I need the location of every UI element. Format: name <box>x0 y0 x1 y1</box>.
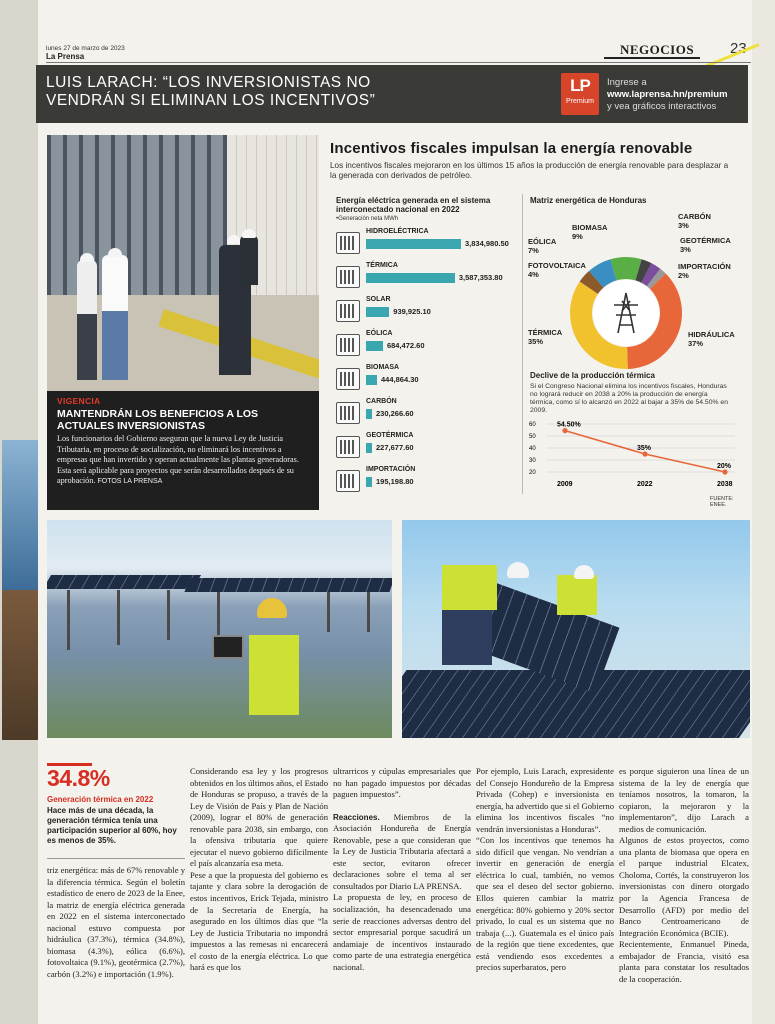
import-icon <box>336 470 360 492</box>
slice-name: TÉRMICA <box>528 328 563 337</box>
bar-row <box>336 296 536 326</box>
icon-glyph <box>340 236 356 250</box>
paragraph <box>333 812 471 893</box>
array-pole <box>367 592 370 632</box>
data-point <box>722 469 727 474</box>
data-label: 54.50% <box>557 421 581 429</box>
paragraph: Algunos de estos proyectos, como una planta de biomasa que opera en el parque industrial Elcatex, Choloma, Cortés, la construyeron los inversionistas con dinero otorgado por la Agencia Francesa de Desarrollo (AFD) por medio del Banco Centroamericano de Integración Económica (BCIE). <box>619 835 749 938</box>
subhead: Reacciones. <box>333 812 380 822</box>
premium-promo <box>607 77 728 113</box>
promo-line-1: Ingrese a <box>607 77 647 88</box>
person-figure <box>102 255 128 380</box>
line-chart-description: Si el Congreso Nacional elimina los incentivos fiscales, Honduras no logrará reducir en 2038 a 20% la producción de energía térmica, como sí lo alcanzó en 2022 al bajar a 35% de 54.50% en 2009. <box>530 383 728 414</box>
bar-row <box>336 364 536 394</box>
infographic-divider <box>522 194 523 494</box>
y-tick-label: 60 <box>529 422 536 428</box>
slice-percent: 4% <box>528 270 539 279</box>
stat-divider <box>47 858 185 859</box>
left-edge-photo <box>2 440 38 590</box>
dam-icon <box>336 232 360 254</box>
paragraph: “Con los incentivos que tenemos ha sido difícil que vengan. No vendrían a invertir en generación de energía eléctrica lo cual, también, no vemos que sea el deseo del sector gobierno. Ellos quieren cambiar la matriz energética: 80% gobierno y 20% sector privado, lo cual es un sistema que no trabaja (...). Guatemala es el único país de la región que tiene excedentes, que está vendiendo esos excedentes a precios superbaratos, pero <box>476 835 614 973</box>
hard-hat <box>507 562 529 578</box>
promo-line-3: y vea gráficos interactivos <box>607 101 717 112</box>
paragraph: Pese a que la propuesta del gobierno es tajante y clara sobre la derogación de estos incentivos, Erick Tejada, ministro de la Secretaría de Energía, ha asegurado en los últimos días que “la Ley de Justicia Tributaria no impondrá impuestos a las remesas ni encarecerá el costo de la energía eléctrica. Lo que hará es que los <box>190 869 328 973</box>
page-number: 23 <box>730 40 747 57</box>
article-column-4 <box>476 766 614 974</box>
pie-label <box>528 261 586 279</box>
slice-name: GEOTÉRMICA <box>680 236 731 245</box>
bar <box>366 375 377 385</box>
icon-glyph <box>340 270 356 284</box>
thermal-decline-line-chart <box>525 418 745 490</box>
y-tick-label: 40 <box>529 446 536 452</box>
bar <box>366 273 455 283</box>
bar-row <box>336 262 536 292</box>
logo-sub: Premium <box>565 98 594 105</box>
solar-array <box>47 575 201 589</box>
worker-pants <box>442 610 492 665</box>
photo-credit: FOTOS LA PRENSA <box>97 478 163 486</box>
caption-text: Los funcionarios del Gobierno aseguran que la nueva Ley de Justicia Tributaria, en proceso de socialización, no eliminará los incentivos a empresas que han invertido y operan actualmente las plantas generadoras. Esta será aplicable para proyectos que serán desarrollados después de su aprobación. <box>57 434 299 486</box>
icon-glyph <box>340 338 356 352</box>
infographic <box>330 140 750 510</box>
slice-name: IMPORTACIÓN <box>678 262 731 271</box>
y-tick-label: 30 <box>529 458 536 464</box>
solar-panel-icon <box>336 300 360 322</box>
officials-plant-photo <box>47 135 319 391</box>
slice-percent: 35% <box>528 337 544 346</box>
lp-premium-logo[interactable] <box>561 73 599 115</box>
data-point <box>642 451 647 456</box>
slice-name: CARBÓN <box>678 212 711 221</box>
bar <box>366 443 372 453</box>
slice-percent: 7% <box>528 246 539 255</box>
paragraph: triz energética: más de 67% renovable y la diferencia térmica. Según el boletín estadístico de enero de 2023 de la Enee, la matriz de energía eléctrica generada en 2022 en el sistema interconectado nacional estuvo compuesta por hidráulica (37.3%), térmica (34.8%), biomasa (4.3%), eólica (6.6%), fotovoltaica (9.1%), geotérmica (2.7%), carbón (3.2%) e importación (1.9%). <box>47 865 185 979</box>
array-pole <box>327 592 330 632</box>
bar-label: EÓLICA <box>366 330 393 337</box>
solar-array <box>184 578 392 592</box>
data-label: 20% <box>717 463 732 470</box>
headline-banner <box>36 65 748 123</box>
pie-label <box>572 223 607 241</box>
bar-label: IMPORTACIÓN <box>366 466 416 473</box>
worker-figure <box>557 575 597 615</box>
bar <box>366 307 389 317</box>
slice-percent: 9% <box>572 232 583 241</box>
wind-turbine-icon <box>336 334 360 356</box>
bar <box>366 409 372 419</box>
data-point <box>562 428 567 433</box>
newspaper-name: La Prensa <box>46 52 85 61</box>
caption-headline: MANTENDRÁN LOS BENEFICIOS A LOS ACTUALES INVERSIONISTAS <box>57 408 259 432</box>
slice-name: EÓLICA <box>528 237 557 246</box>
bar-label: TÉRMICA <box>366 262 398 269</box>
bar-value: 227,677.60 <box>376 443 414 452</box>
hard-hat <box>108 248 122 257</box>
pie-chart-title: Matriz energética de Honduras <box>530 196 647 205</box>
factory-icon <box>336 266 360 288</box>
bar-label: GEOTÉRMICA <box>366 432 414 439</box>
slice-name: HIDRÁULICA <box>688 330 735 339</box>
bar-row <box>336 398 536 428</box>
article-column-1 <box>47 865 185 980</box>
x-tick-label: 2022 <box>637 481 653 488</box>
x-tick-label: 2009 <box>557 481 573 488</box>
pie-label <box>688 330 735 348</box>
bar-label: SOLAR <box>366 296 391 303</box>
x-tick-label: 2038 <box>717 481 733 488</box>
y-tick-label: 50 <box>529 434 536 440</box>
caption-body <box>57 434 309 488</box>
data-label: 35% <box>637 445 652 452</box>
icon-glyph <box>340 474 356 488</box>
photo-caption-box <box>47 391 319 510</box>
pie-label <box>680 236 731 254</box>
article-column-3 <box>333 766 471 973</box>
paragraph: La propuesta de ley, en proceso de socialización, ha desencadenado una serie de reacciones adversas dentro del sector empresarial porque sacudirá un andamiaje de incentivos instaurado como parte de una estrategia energética nacional. <box>333 892 471 972</box>
left-edge-photo-lower <box>2 590 38 740</box>
pie-label <box>528 237 556 255</box>
array-pole <box>67 590 70 650</box>
bar-chart-subtitle: •Generación neta MWh <box>336 216 399 222</box>
plant-pipes <box>47 135 227 295</box>
array-pole <box>167 590 170 640</box>
worker-figure <box>249 635 299 715</box>
logo-mark: LP <box>570 76 590 95</box>
paragraph-text: Miembros de la Asociación Hondureña de Energía Renovable, pese a que consideran que la Ley de Justicia Tributaria afectará a este sector, evitaron ofrecer declaraciones sobre el tema al ser consultados por Diario LA PRENSA. <box>333 811 471 891</box>
infographic-title: Incentivos fiscales impulsan la energía renovable <box>330 140 693 157</box>
bar-label: BIOMASA <box>366 364 400 371</box>
worker-figure <box>442 565 497 610</box>
bar-row <box>336 330 536 360</box>
person-figure <box>77 260 97 380</box>
hard-hat <box>242 229 256 238</box>
bar-chart-title: Energía eléctrica generada en el sistema interconectado nacional en 2022 <box>336 196 491 214</box>
slice-percent: 3% <box>680 245 691 254</box>
bar-value: 230,266.60 <box>376 409 414 418</box>
bar-label: HIDROELÉCTRICA <box>366 228 429 235</box>
floating-solar-photo <box>47 520 392 738</box>
biomass-icon <box>336 368 360 390</box>
y-tick-label: 20 <box>529 470 536 476</box>
bar-value: 444,864.30 <box>381 375 419 384</box>
slice-name: BIOMASA <box>572 223 608 232</box>
slice-percent: 3% <box>678 221 689 230</box>
bar <box>366 477 372 487</box>
slice-percent: 2% <box>678 271 689 280</box>
bar-value: 684,472.60 <box>386 341 425 350</box>
promo-url[interactable]: www.laprensa.hn/premium <box>607 89 728 100</box>
section-name: NEGOCIOS <box>620 42 695 57</box>
stat-label: Generación térmica en 2022 <box>47 795 154 804</box>
bar-label: CARBÓN <box>366 398 397 405</box>
issue-date: lunes 27 de marzo de 2023 <box>46 45 125 52</box>
laptop <box>212 635 244 659</box>
main-headline: LUIS LARACH: “LOS INVERSIONISTAS NO VENDRÁN SI ELIMINAN LOS INCENTIVOS” <box>46 74 376 109</box>
bar-value: 195,198.80 <box>376 477 414 486</box>
array-pole <box>217 592 220 637</box>
pie-label <box>528 328 562 346</box>
hard-hat <box>227 235 241 244</box>
slice-name: FOTOVOLTAICA <box>528 261 586 270</box>
slice-percent: 37% <box>688 339 704 348</box>
right-edge-strip <box>752 0 775 1024</box>
stat-text: Hace más de una década, la generación térmica tenía una participación superior al 60%, hoy es menos de 35%. <box>47 806 177 845</box>
hard-hat <box>257 598 287 618</box>
icon-glyph <box>340 406 356 420</box>
coal-cart-icon <box>336 402 360 424</box>
bar <box>366 239 461 249</box>
section-underline <box>604 57 700 59</box>
paragraph: es porque siguieron una línea de un sistema de la ley de energía que teníamos nosotros, la tomaron, la copiaron, la mejoraron y la implementaron”, dijo Larach a medios de comunicación. <box>619 766 749 834</box>
header-rule <box>46 62 751 63</box>
bar-value: 939,925.10 <box>393 307 431 316</box>
stat-value: 34.8% <box>47 765 110 791</box>
article-column-5 <box>619 766 749 985</box>
bar-value: 3,834,980.50 <box>465 239 509 248</box>
bar-row <box>336 228 536 258</box>
donut-hole <box>593 280 659 346</box>
infographic-dek: Los incentivos fiscales mejoraron en los últimos 15 años la producción de energía renovable para desplazar a la generada con derivados de petróleo. <box>330 161 729 180</box>
bar <box>366 341 383 351</box>
hard-hat <box>574 565 594 579</box>
hard-hat <box>80 253 94 262</box>
paragraph: Por ejemplo, Luis Larach, expresidente del Consejo Hondureño de la Empresa Privada (Cohep) e inversionista en energía, ha advertido que si el Gobierno elimina los incentivos fiscales “no vendrán inversionistas a Honduras”. <box>476 766 614 834</box>
bar-row <box>336 432 536 462</box>
caption-kicker: VIGENCIA <box>57 396 101 406</box>
geothermal-icon <box>336 436 360 458</box>
line-chart-title: Declive de la producción térmica <box>530 371 655 380</box>
icon-glyph <box>340 440 356 454</box>
article-column-2 <box>190 766 328 974</box>
pie-label <box>678 212 711 230</box>
paragraph: ultrarricos y cúpulas empresariales que no han pagado impuestos por décadas paguen impuestos”. <box>333 766 471 800</box>
source-note: FUENTE: ENEE. <box>710 496 734 508</box>
bar-value: 3,587,353.80 <box>458 273 503 282</box>
icon-glyph <box>340 372 356 386</box>
bar-row <box>336 466 536 496</box>
person-figure <box>240 235 258 285</box>
rooftop-solar-photo <box>402 520 750 738</box>
pie-label <box>678 262 731 280</box>
paragraph: Recientemente, Enmanuel Pineda, embajador de Francia, visitó esa planta para constatar los resultados de la cooperación. <box>619 939 749 984</box>
paragraph: Considerando esa ley y los progresos obtenidos en los últimos años, el Estado de Honduras se propuso, a través de la Ley de Visión de País y Plan de Nación (2009), lograr el 80% de generación renovable para 2038, sin embargo, con la ofensiva tributaria que quiere ejecutar el nuevo gobierno difícilmente el país alcanzaría esa meta. <box>190 766 328 869</box>
array-pole <box>117 590 120 645</box>
icon-glyph <box>340 304 356 318</box>
